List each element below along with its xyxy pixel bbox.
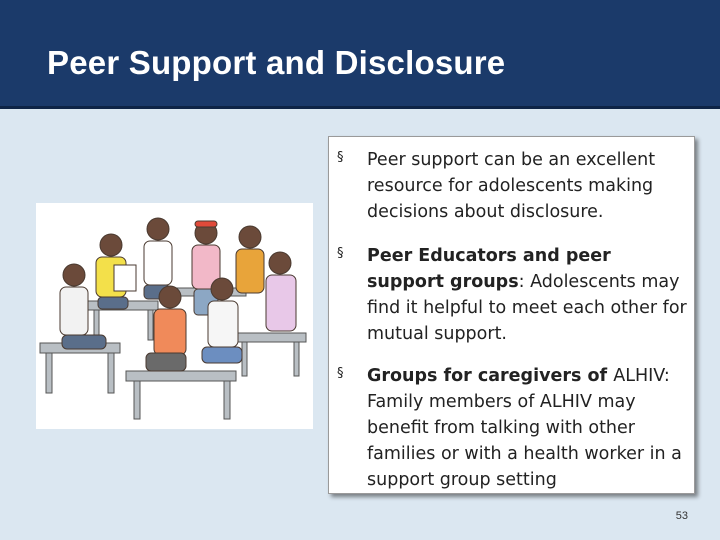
bullet-body: : Adolescents may find it helpful to meet each other for mutual support. [367, 272, 687, 344]
illustration-svg [36, 203, 313, 429]
bullet-peer-support [337, 147, 689, 225]
bullet-text [367, 147, 689, 225]
page-number: 53 [675, 510, 688, 522]
bullet-peer-educators [337, 243, 689, 347]
content-box [328, 136, 695, 494]
slide-title: Peer Support and Disclosure [47, 44, 506, 81]
bullet-marker: § [337, 366, 344, 381]
bullet-heading: Peer Educators and peer support groups [367, 246, 611, 292]
bullet-marker: § [337, 150, 344, 165]
bullet-text [367, 243, 689, 347]
bullet-body: ALHIV: Family members of ALHIV may benefit from talking with other families or with a health worker in a support group setting [367, 366, 682, 490]
title-bar [0, 0, 720, 109]
bullet-caregiver-groups [337, 363, 689, 493]
bullet-body: Peer support can be an excellent resource for adolescents making decisions about disclosure. [367, 150, 656, 222]
bullet-marker: § [337, 246, 344, 261]
bullet-heading: Groups for caregivers of [367, 366, 614, 386]
bullet-text [367, 363, 689, 493]
group-discussion-illustration [36, 203, 313, 429]
